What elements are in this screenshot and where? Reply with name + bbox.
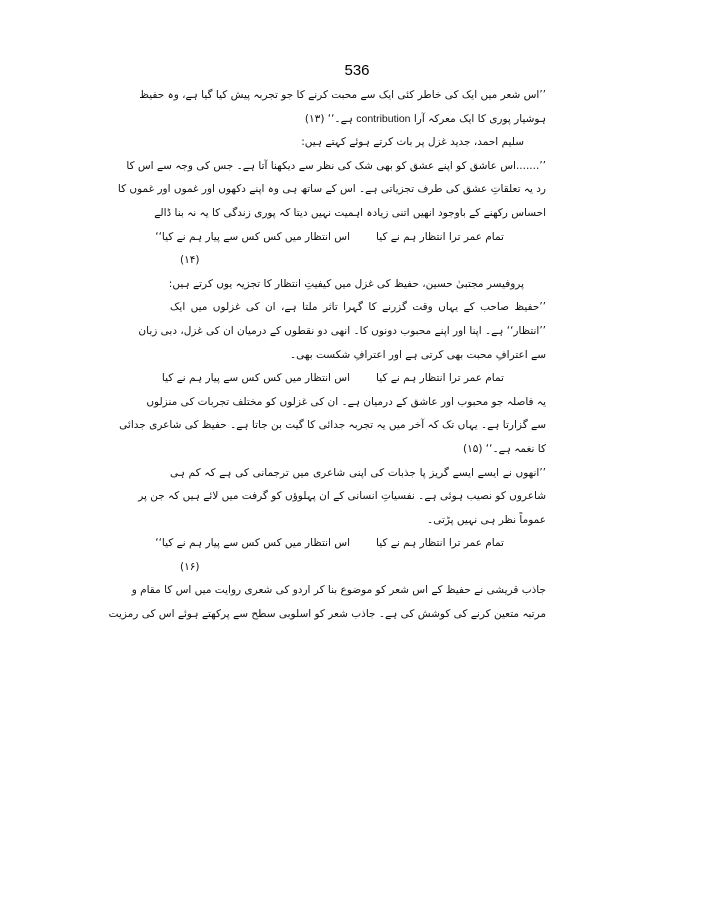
verse	[155, 532, 546, 556]
verse	[155, 226, 546, 250]
quote-intro: سلیم احمد، جدید غزل پر بات کرتے ہوئے کہتے ہیں:	[301, 136, 524, 149]
quote-line: ’’حفیظ صاحب کے یہاں وقت گزرنے کا گہرا تاثر ملتا ہے، ان کی غزلوں میں ایک	[170, 301, 546, 314]
quote-intro: پروفیسر مجتبیٰ حسین، حفیظ کی غزل میں کیفیتِ انتظار کا تجزیہ یوں کرتے ہیں:	[168, 277, 524, 290]
reference-number: (۱۶)	[180, 560, 200, 573]
verse-hemistich: تمام عمر ترا انتظار ہم نے کیا	[376, 230, 504, 243]
page-body	[108, 84, 546, 627]
quote-line: سے اعترافِ محبت بھی کرتی ہے اور اعترافِ شکست بھی۔	[289, 348, 546, 361]
text-fragment: ہے۔‘‘ (۱۳)	[304, 112, 353, 125]
quote-line: یہ فاصلہ جو محبوب اور عاشق کے درمیان ہے۔ ان کی غزلوں کو مختلف تجربات کی منزلوں	[146, 395, 546, 408]
quote-line: احساس رکھنے کے باوجود انھیں اتنی زیادہ اہمیت نہیں دیتا کہ پوری زندگی کا یہ نہ بنا ڈالے	[154, 206, 546, 219]
text-line: جاذب قریشی نے حفیظ کے اس شعر کو موضوع بنا کر اردو کی شعری روایت میں اس کا مقام و	[131, 584, 546, 597]
quote-line: سے گزارتا ہے۔ یہاں تک کہ آخر میں یہ تجربہ جدائی کا گیت بن جاتا ہے۔ حفیظ کی شاعری جدائی	[119, 419, 546, 432]
text-line: ’’اس شعر میں ایک کی خاطر کئی ایک سے محبت کرنے کا جو تجربہ پیش کیا گیا ہے، وہ حفیظ	[139, 89, 546, 101]
reference-number: (۱۴)	[180, 254, 200, 267]
text-fragment: ہوشیار پوری کا ایک معرکہ آرا	[413, 112, 546, 125]
text-line	[170, 108, 546, 132]
quote-line: ’’انتظار‘‘ ہے۔ اپنا اور اپنے محبوب دونوں کا۔ انھی دو نقطوں کے درمیان ان کی غزل، دبی زبان	[138, 324, 546, 337]
quote-line: رد یہ تعلقاتِ عشق کی طرف تجزیاتی ہے۔ اس کے ساتھ ہی وہ اپنے دکھوں اور غموں اور غموں کا	[117, 183, 546, 196]
quote-line: ’’.......اس عاشق کو اپنے عشق کو بھی شک کی نظر سے دیکھنا آتا ہے۔ جس کی وجہ سے اس کا	[126, 159, 546, 172]
quote-line: شاعروں کو نصیب ہوئی ہے۔ نفسیاتِ انسانی کے ان پہلوؤں کو گرفت میں لائے ہیں کہ جن پر	[138, 490, 546, 503]
verse-hemistich: اس انتظار میں کس کس سے پیار ہم نے کیا‘‘	[155, 230, 351, 243]
verse-hemistich: اس انتظار میں کس کس سے پیار ہم نے کیا	[161, 372, 351, 385]
quote-line: عموماً نظر ہی نہیں پڑتی۔	[427, 513, 546, 526]
verse	[161, 367, 546, 391]
verse-hemistich: تمام عمر ترا انتظار ہم نے کیا	[376, 537, 504, 550]
verse-hemistich: تمام عمر ترا انتظار ہم نے کیا	[376, 372, 504, 385]
quote-line: ’’انھوں نے ایسے ایسے گریز پا جذبات کی اپنی شاعری میں ترجمانی کی ہے کہ کم ہی	[170, 466, 546, 479]
text-line: مرتبہ متعین کرنے کی کوشش کی ہے۔ جاذب شعر کو اسلوبی سطح سے پرکھتے ہوئے اس کی رمزیت	[108, 608, 546, 621]
english-term: contribution	[356, 112, 411, 125]
quote-line: کا نغمہ ہے۔‘‘ (۱۵)	[462, 442, 546, 455]
verse-hemistich: اس انتظار میں کس کس سے پیار ہم نے کیا‘‘	[155, 537, 351, 550]
page-number: 536	[344, 62, 370, 79]
